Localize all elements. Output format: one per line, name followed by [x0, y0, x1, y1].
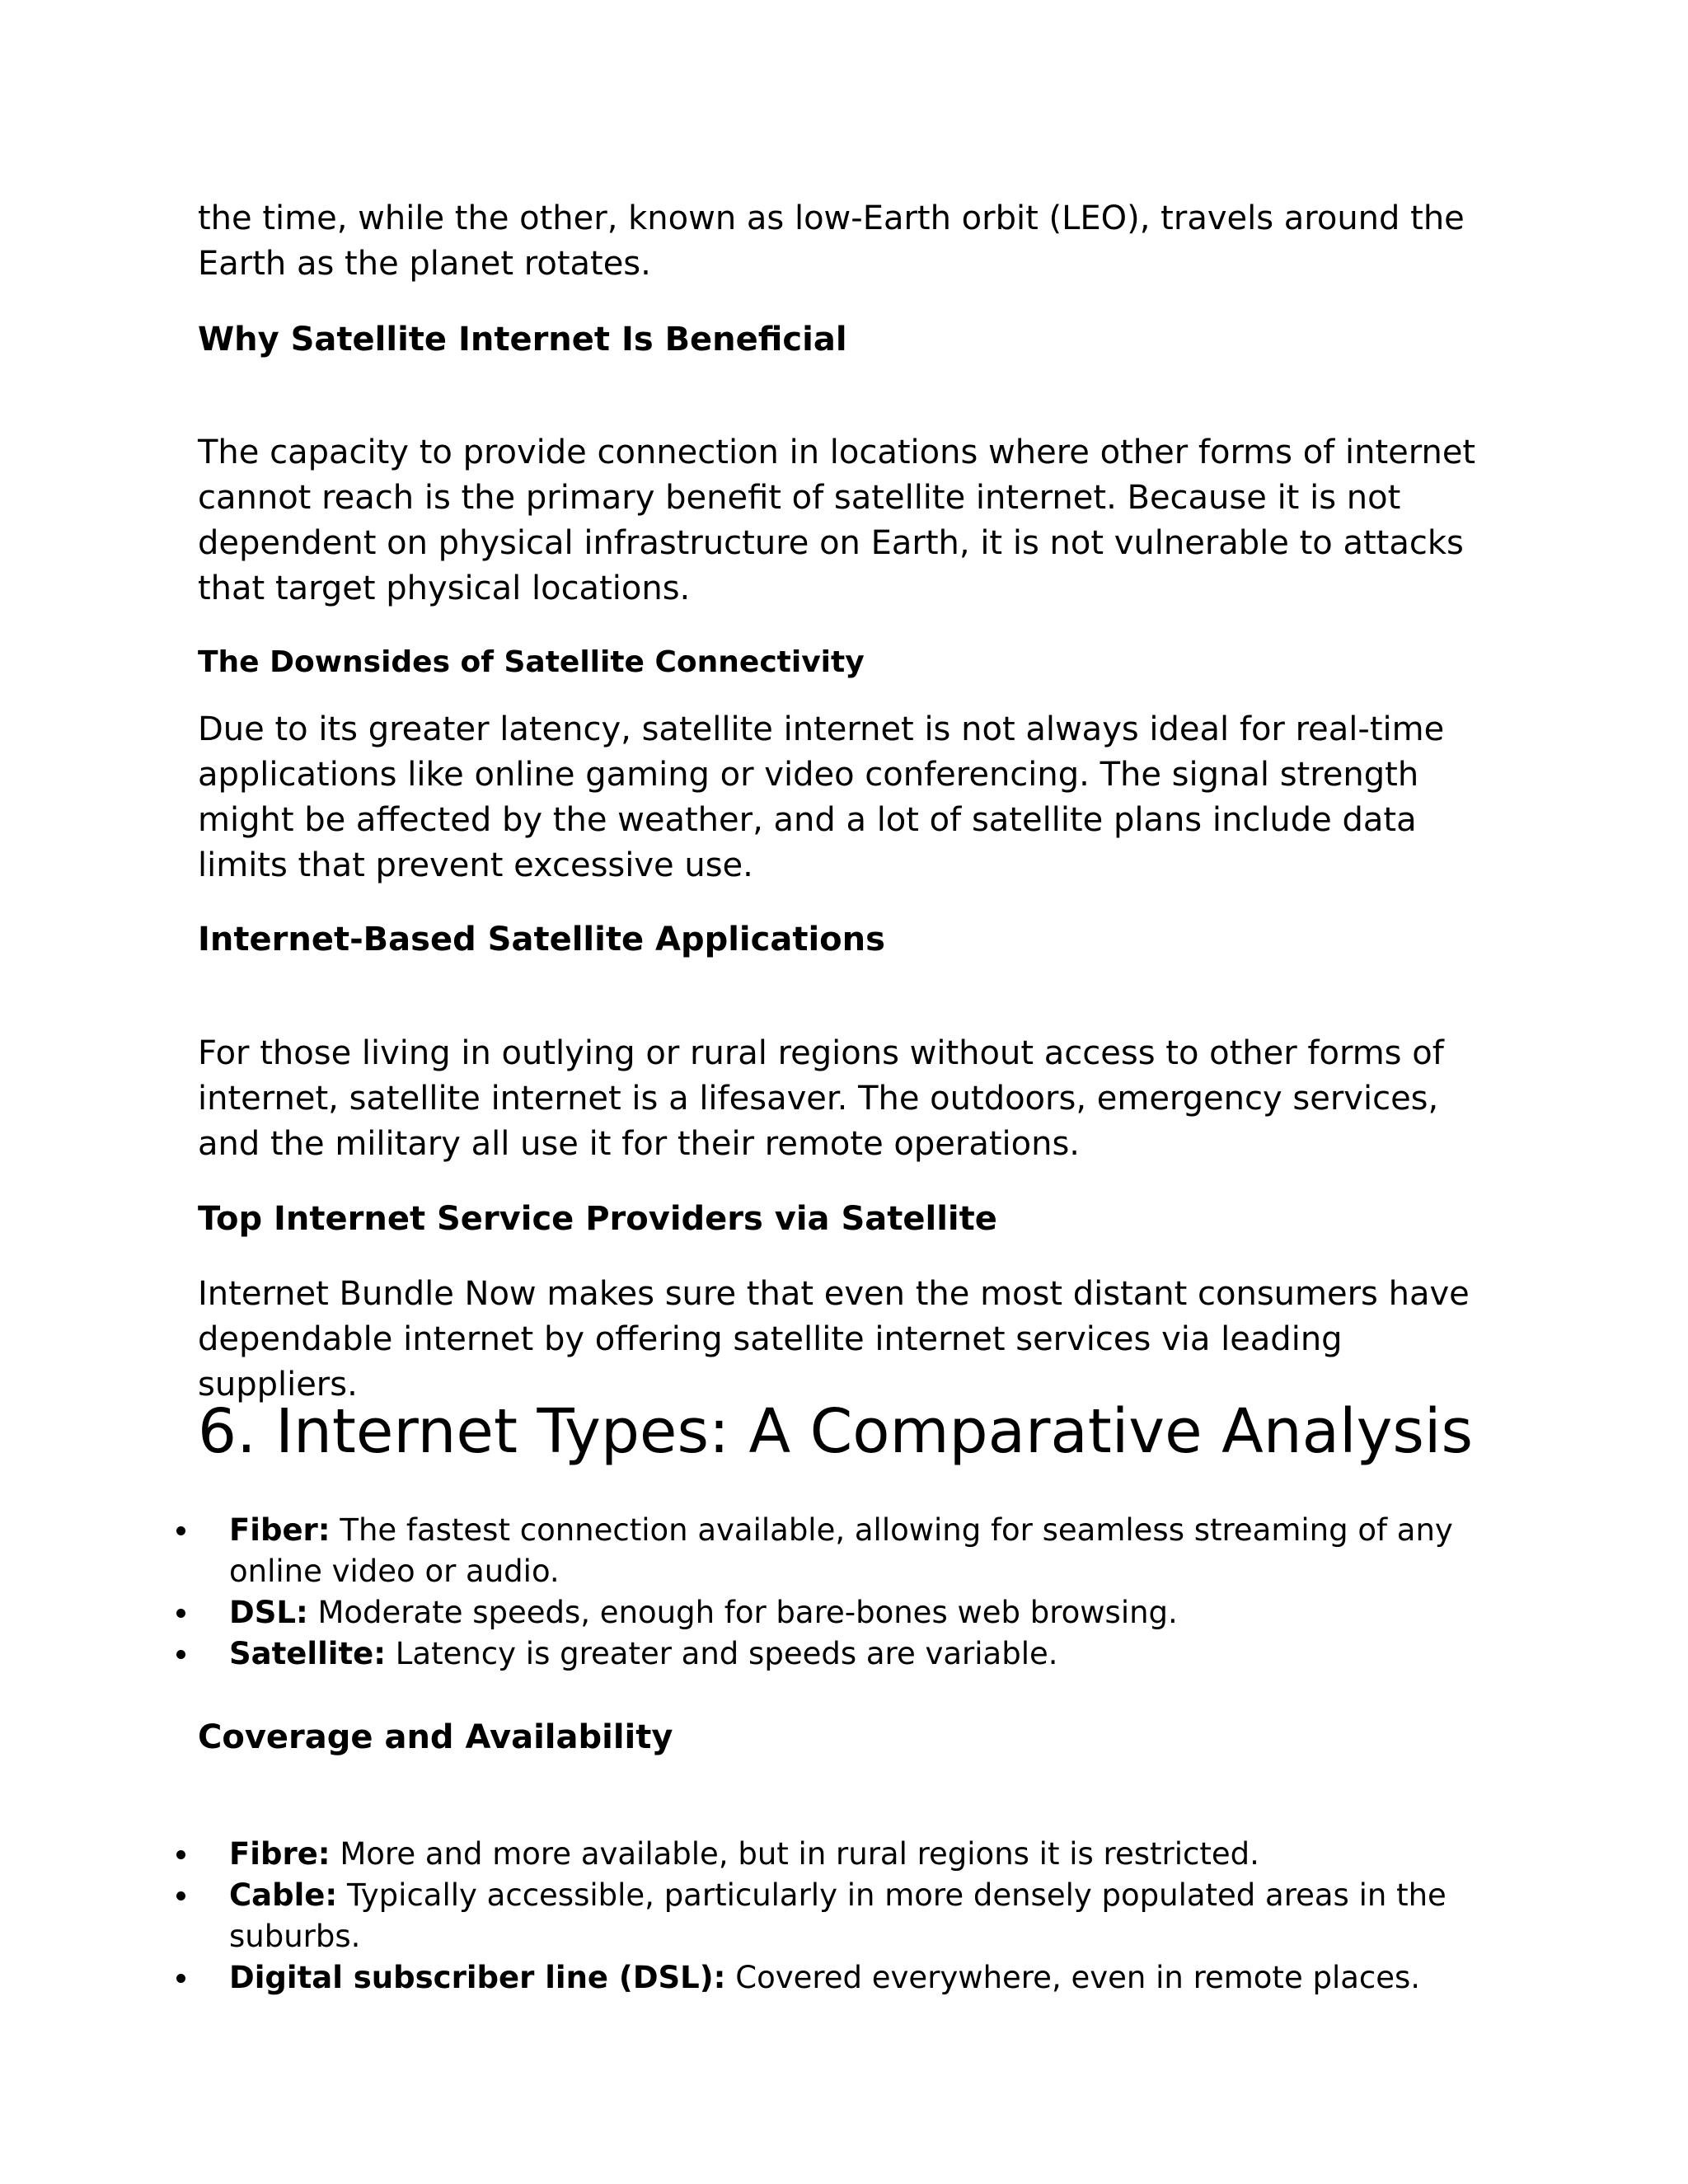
list-item-text: Latency is greater and speeds are variable.: [386, 1636, 1058, 1671]
bullet-icon: [176, 1974, 185, 1983]
list-item-term: Fibre:: [229, 1836, 331, 1872]
bullet-icon: [176, 1850, 185, 1859]
section-body-downsides: Due to its greater latency, satellite internet is not always ideal for real-time applications like online gaming or video conferencing. The signal strength might be affected by the weather, and a lot of satellite plans include data limits that prevent excessive use.: [198, 710, 1445, 884]
list-item: [176, 1633, 1512, 1675]
list-item-text: Covered everywhere, even in remote places.: [725, 1960, 1421, 1995]
list-item-text: The fastest connection available, allowing for seamless streaming of any online video or audio.: [229, 1512, 1453, 1589]
section-body-providers: Internet Bundle Now makes sure that even the most distant consumers have dependable internet by offering satellite internet services via leading suppliers.: [198, 1275, 1470, 1404]
list-item-text: Moderate speeds, enough for bare-bones web browsing.: [307, 1595, 1178, 1630]
coverage-heading: Coverage and Availability: [198, 1718, 673, 1756]
bullet-icon: [176, 1650, 185, 1659]
section-heading-providers: Top Internet Service Providers via Satellite: [198, 1200, 997, 1238]
section-body-benefits: The capacity to provide connection in locations where other forms of internet cannot reach is the primary benefit of satellite internet. Because it is not dependent on physical infrastructure on Earth, it is not vulnerable to attacks that target physical locations.: [198, 434, 1476, 607]
section-body-applications: For those living in outlying or rural regions without access to other forms of internet, satellite internet is a lifesaver. The outdoors, emergency services, and the military all use it for their remote operations.: [198, 1034, 1444, 1163]
list-item-term: Satellite:: [229, 1636, 387, 1671]
list-item-text: Typically accessible, particularly in more densely populated areas in the suburbs.: [229, 1877, 1447, 1954]
list-item-text: More and more available, but in rural regions it is restricted.: [330, 1836, 1259, 1872]
coverage-list: [176, 1834, 1512, 1999]
list-item: [176, 1834, 1512, 1875]
list-item-term: DSL:: [229, 1595, 308, 1630]
list-item: [176, 1875, 1512, 1957]
list-item-term: Fiber:: [229, 1512, 331, 1548]
section-heading-applications: Internet-Based Satellite Applications: [198, 921, 885, 958]
bullet-icon: [176, 1891, 185, 1900]
list-item: [176, 1592, 1512, 1633]
comparison-list: [176, 1510, 1512, 1675]
section-heading-downsides: The Downsides of Satellite Connectivity: [198, 645, 865, 679]
list-item: [176, 1510, 1512, 1592]
bullet-icon: [176, 1609, 185, 1618]
section-heading-benefits: Why Satellite Internet Is Beneficial: [198, 321, 847, 359]
list-item-term: Cable:: [229, 1877, 338, 1913]
list-item: [176, 1957, 1512, 1999]
list-item-term: Digital subscriber line (DSL):: [229, 1960, 726, 1995]
comparison-title: 6. Internet Types: A Comparative Analysis: [198, 1396, 1474, 1467]
bullet-icon: [176, 1526, 185, 1535]
intro-paragraph: the time, while the other, known as low-Earth orbit (LEO), travels around the Earth as the planet rotates.: [198, 199, 1465, 283]
